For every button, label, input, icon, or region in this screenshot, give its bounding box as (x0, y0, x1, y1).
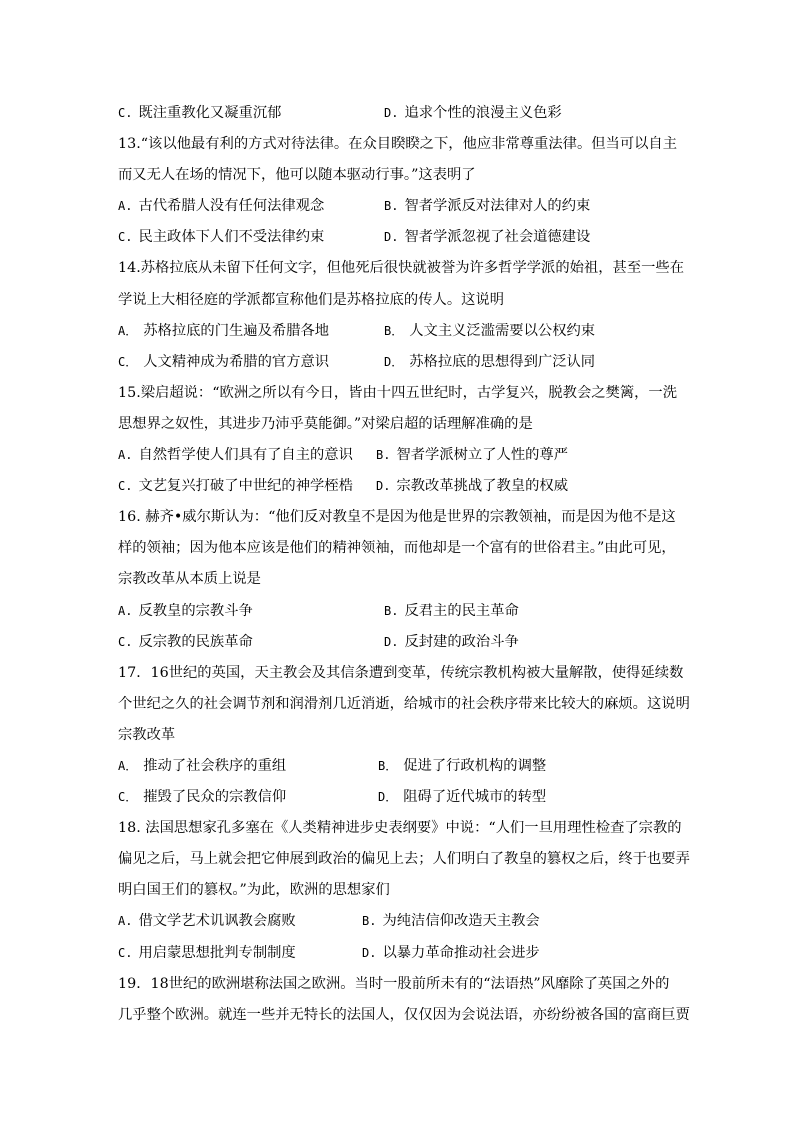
q16-stem-line-1: 16. 赫齐•威尔斯认为：“他们反对教皇不是因为他是世界的宗教领袖，而是因为他不是这 (118, 509, 676, 526)
q16-options-ab (118, 600, 678, 631)
q14-options-ab (118, 320, 678, 351)
q13-options-cd (118, 226, 678, 257)
q15-option-d[interactable]: D. 宗教改革挑战了教皇的权威 (376, 478, 569, 495)
q13-option-a[interactable]: A. 古代希腊人没有任何法律观念 (118, 198, 325, 215)
exam-page (118, 102, 690, 1035)
q15-option-c[interactable]: C. 文艺复兴打破了中世纪的神学桎梏 (118, 478, 353, 495)
q17-option-d[interactable]: D． 阻碍了近代城市的转型 (378, 789, 547, 806)
q12-option-c[interactable]: C. 既注重教化又凝重沉郁 (118, 105, 282, 121)
q13-stem-line-1: 13.“该以他最有利的方式对待法律。在众目睽睽之下，他应非常尊重法律。但当可以自主 (118, 136, 678, 153)
q16-option-d[interactable]: D. 反封建的政治斗争 (384, 633, 519, 650)
q14-option-b[interactable]: B． 人文主义泛滥需要以公权约束 (384, 322, 596, 339)
q16-stem-line-3: 宗教改革从本质上说是 (118, 571, 261, 588)
q18-option-a[interactable]: A. 借文学艺术讥讽教会腐败 (118, 913, 296, 930)
q12-option-d[interactable]: D. 追求个性的浪漫主义色彩 (384, 105, 562, 121)
q18-stem-line-2: 偏见之后，马上就会把它伸展到政治的偏见上去；人们明白了教皇的篡权之后，终于也要弄 (118, 851, 690, 868)
q17-stem-line-2: 个世纪之久的社会调节剂和润滑剂几近消逝，给城市的社会秩序带来比较大的麻烦。这说明 (118, 695, 690, 712)
q13-option-d[interactable]: D. 智者学派忽视了社会道德建设 (384, 229, 591, 246)
q16-option-c[interactable]: C. 反宗教的民族革命 (118, 633, 253, 650)
q18-options-cd (118, 942, 678, 973)
q13-options-ab (118, 195, 678, 226)
q17-option-b[interactable]: B． 促进了行政机构的调整 (378, 757, 547, 774)
q14-option-d[interactable]: D． 苏格拉底的思想得到广泛认同 (384, 353, 596, 370)
q19-stem-line-1: 19．18世纪的欧洲堪称法国之欧洲。当时一股前所未有的“法语热”风靡除了英国之外的 (118, 975, 670, 992)
q13-option-c[interactable]: C. 民主政体下人们不受法律约束 (118, 229, 325, 246)
q17-option-c[interactable]: C． 摧毁了民众的宗教信仰 (118, 789, 287, 806)
q18-stem-line-3: 明白国王们的篡权。”为此，欧洲的思想家们 (118, 882, 390, 899)
q17-stem-line-3: 宗教改革 (118, 726, 176, 743)
q12-options-cd (118, 102, 678, 133)
q19-stem-line-2: 几乎整个欧洲。就连一些并无特长的法国人，仅仅因为会说法语，亦纷纷被各国的富商巨贾 (118, 1006, 690, 1023)
q15-options-ab (118, 444, 678, 475)
q13-option-b[interactable]: B. 智者学派反对法律对人的约束 (384, 198, 591, 215)
q18-options-ab (118, 910, 678, 941)
q14-stem-line-1: 14.苏格拉底从未留下任何文字，但他死后很快就被誉为许多哲学学派的始祖，甚至一些在 (118, 260, 685, 277)
q13-stem-line-2: 而又无人在场的情况下，他可以随本驱动行事。”这表明了 (118, 167, 476, 184)
q17-stem-line-1: 17．16世纪的英国，天主教会及其信条遭到变革，传统宗教机构被大量解散，使得延续数 (118, 664, 684, 681)
q17-options-ab (118, 755, 678, 786)
q14-option-c[interactable]: C． 人文精神成为希腊的官方意识 (118, 353, 330, 370)
q15-option-a[interactable]: A. 自然哲学使人们具有了自主的意识 (118, 447, 353, 464)
q18-option-c[interactable]: C. 用启蒙思想批判专制制度 (118, 944, 296, 961)
q14-option-a[interactable]: A． 苏格拉底的门生遍及希腊各地 (118, 322, 330, 339)
q16-options-cd (118, 631, 678, 662)
q15-stem-line-1: 15.梁启超说：“欧洲之所以有今日，皆由十四五世纪时，古学复兴，脱教会之樊篱，一洗 (118, 384, 678, 401)
q14-stem-line-2: 学说上大相径庭的学派都宣称他们是苏格拉底的传人。这说明 (118, 291, 505, 308)
q18-option-b[interactable]: B. 为纯洁信仰改造天主教会 (362, 913, 540, 930)
q16-option-b[interactable]: B. 反君主的民主革命 (384, 602, 519, 619)
q18-option-d[interactable]: D. 以暴力革命推动社会进步 (362, 944, 540, 961)
q17-options-cd (118, 786, 678, 817)
q14-options-cd (118, 351, 678, 382)
q18-stem-line-1: 18. 法国思想家孔多塞在《人类精神进步史表纲要》中说：“人们一旦用理性检查了宗教的 (118, 820, 682, 837)
q16-stem-line-2: 样的领袖；因为他本应该是他们的精神领袖，而他却是一个富有的世俗君主。”由此可见， (118, 540, 676, 557)
q15-option-b[interactable]: B. 智者学派树立了人性的尊严 (376, 447, 569, 464)
q16-option-a[interactable]: A. 反教皇的宗教斗争 (118, 602, 253, 619)
q15-options-cd (118, 475, 678, 506)
q17-option-a[interactable]: A． 推动了社会秩序的重组 (118, 757, 287, 774)
q15-stem-line-2: 思想界之奴性，其进步乃沛乎莫能御。”对梁启超的话理解准确的是 (118, 415, 533, 432)
